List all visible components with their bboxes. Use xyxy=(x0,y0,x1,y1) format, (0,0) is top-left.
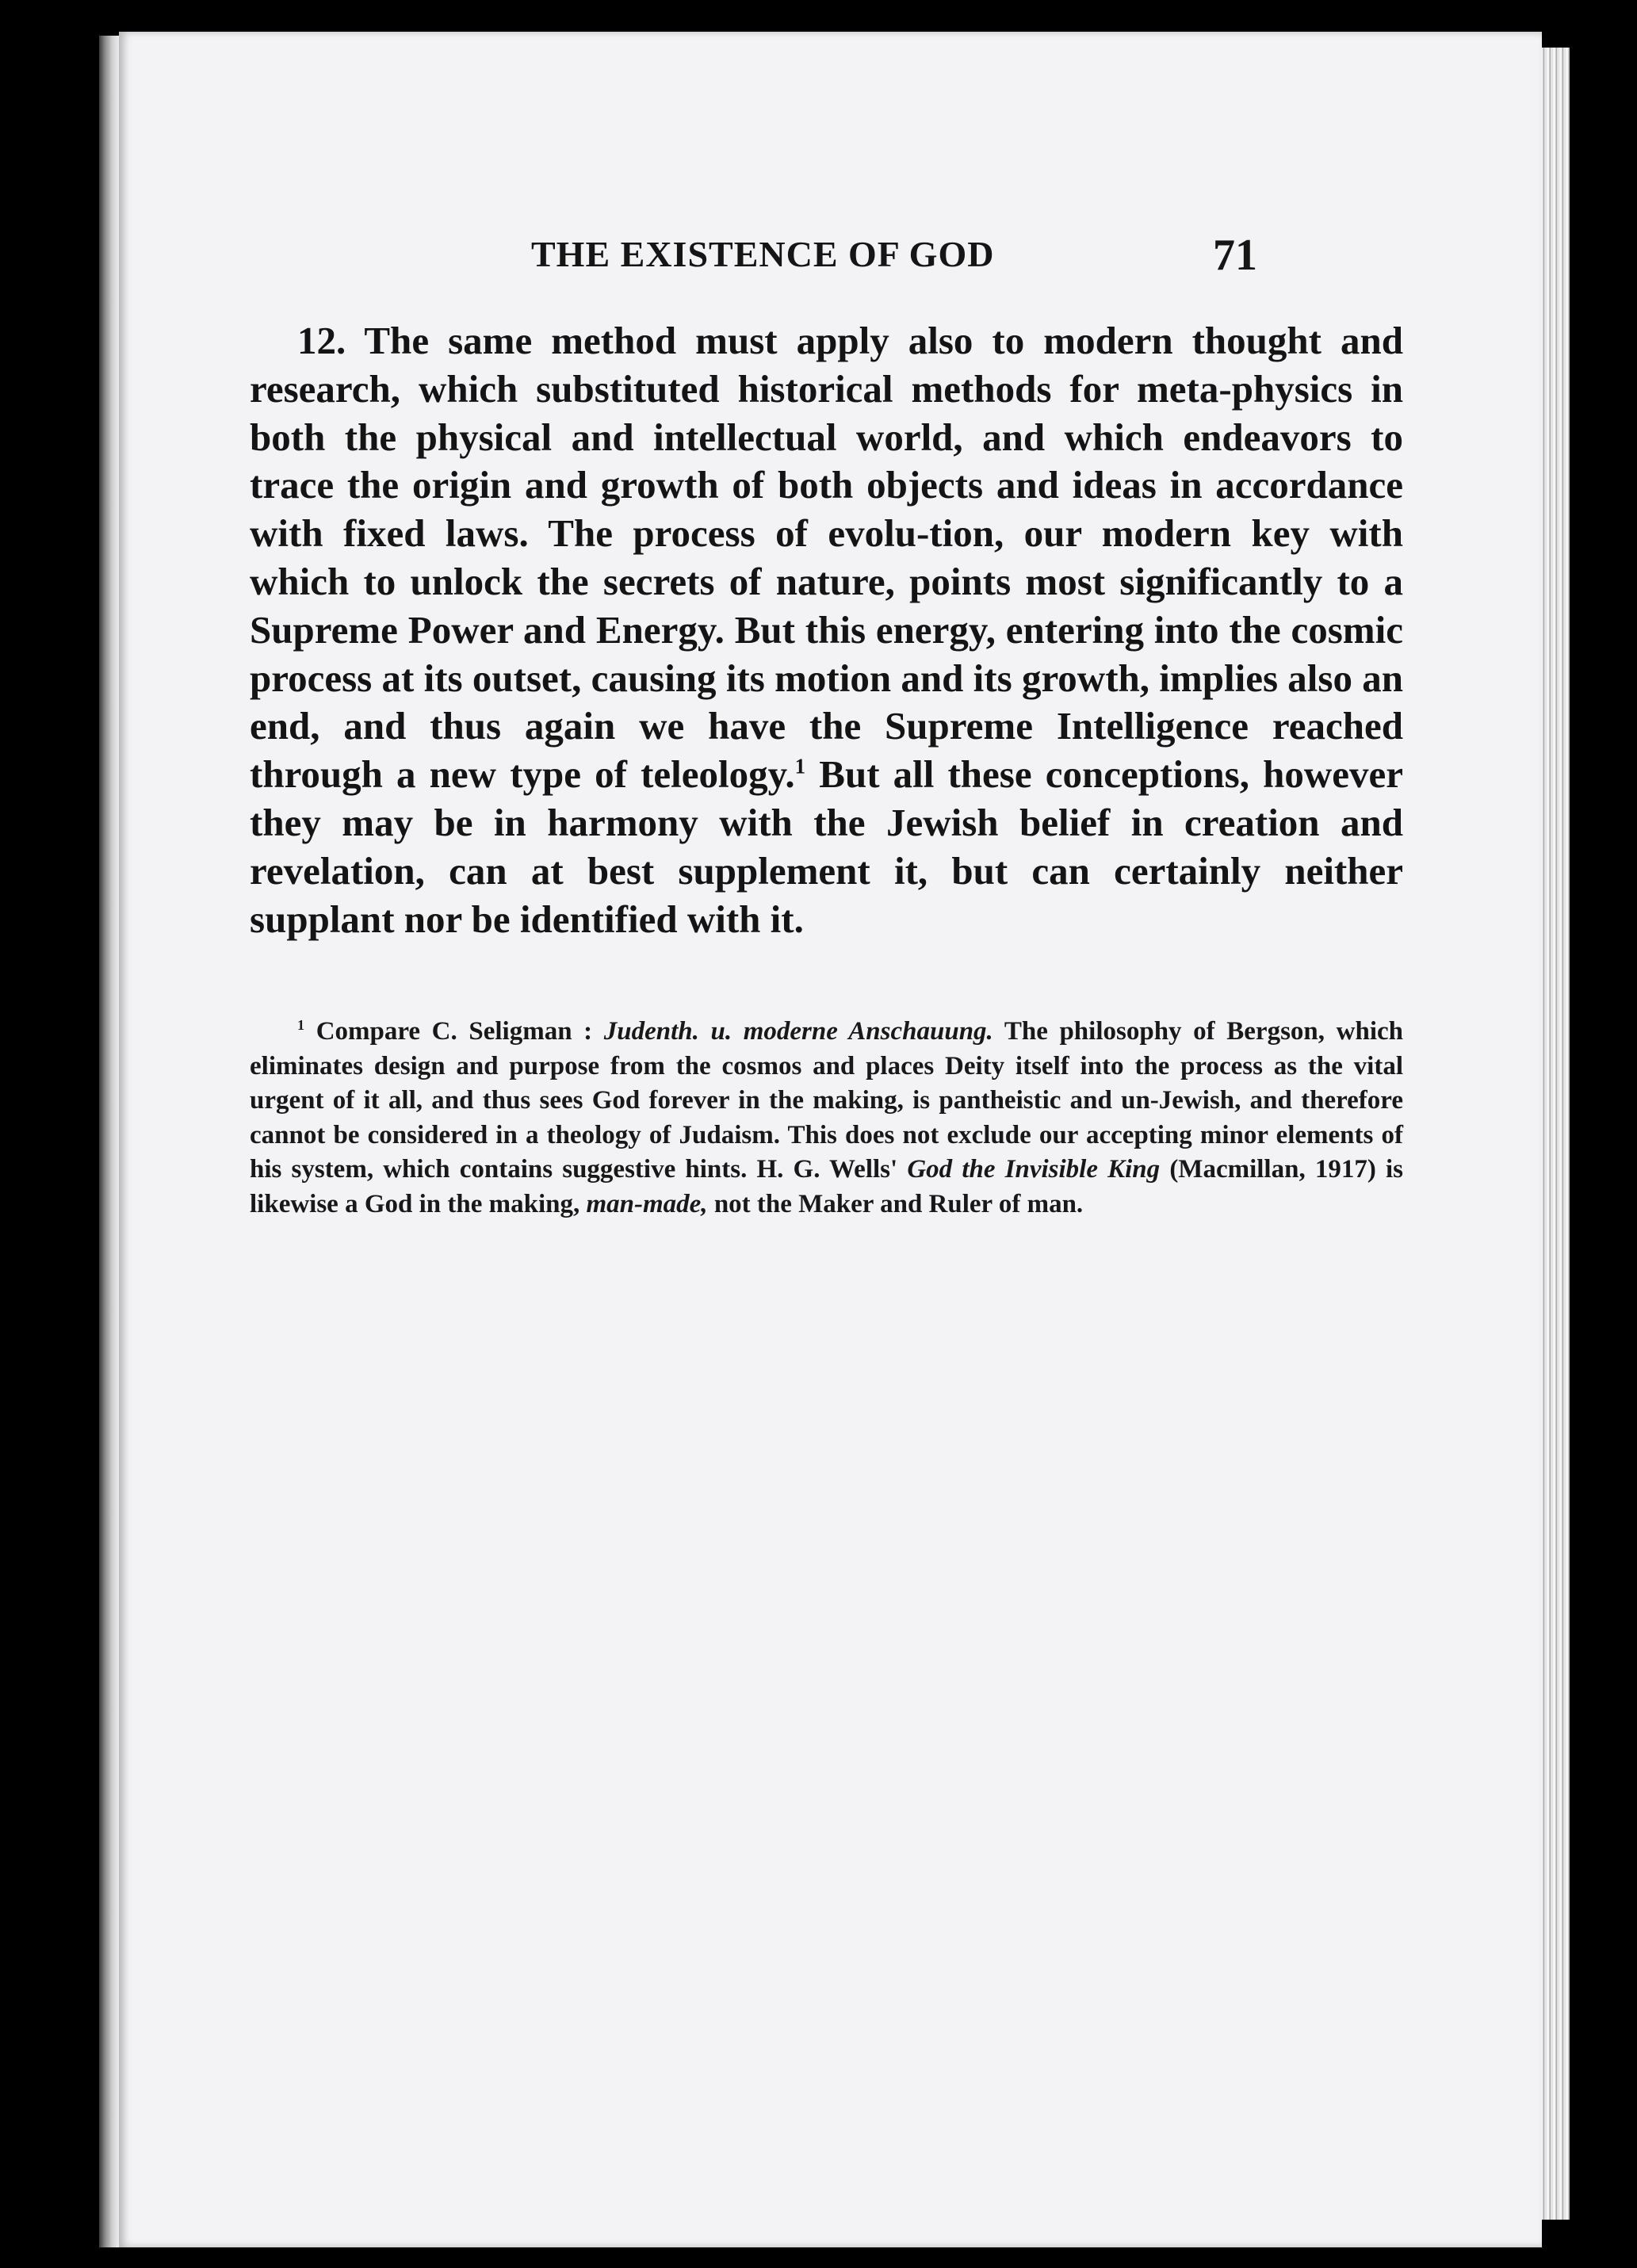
book-page xyxy=(119,32,1542,2247)
footnote-reference: 1 xyxy=(794,754,806,778)
footnote xyxy=(250,1015,1403,1222)
footnote-marker: 1 xyxy=(297,1017,305,1033)
running-title: THE EXISTENCE OF GOD xyxy=(531,234,995,274)
footnote-emphasis: man-made, xyxy=(586,1189,708,1218)
running-head xyxy=(119,216,1542,279)
footnote-text-1: Compare C. Seligman : xyxy=(304,1017,604,1046)
footnote-text-4: not the Maker and Ruler of man. xyxy=(707,1189,1084,1218)
page-number: 71 xyxy=(1213,231,1257,280)
footnote-cited-title-2: God the Invisible King xyxy=(907,1155,1161,1184)
footnote-text-2: The philosophy of Bergson, which eliminates design and purpose from the cosmos and places Deity itself into the process as the vital urgent of it all, and thus sees God forever in the making, is pantheistic and un-Jewish, and therefore cannot be considered in a theology of Judaism. This does not exclude our accepting minor elements of his system, which contains suggestive hints. H. G. Wells' xyxy=(250,1017,1403,1184)
paragraph-text: 12. The same method must apply also to modern thought and research, which substituted historical methods for meta-physics in both the physical and intellectual world, and which endeavors to trace the origin and growth of both objects and ideas in accordance with fixed laws. The process of evolu-tion, our modern key with which to unlock the secrets of nature, points most significantly to a Supreme Power and Energy. But this energy, entering into the cosmic process at its outset, causing its motion and its growth, implies also an end, and thus again we have the Supreme Intelligence reached through a new type of teleology. xyxy=(250,319,1403,797)
body-paragraph xyxy=(250,317,1403,943)
footnote-cited-title-1: Judenth. u. moderne Anschauung. xyxy=(603,1017,993,1046)
footnote-text-3: (Macmillan, 1917) is likewise a God in the making, xyxy=(250,1155,1403,1218)
paragraph-continuation: But all these conceptions, however they may be in harmony with the Jewish belief in creation and revelation, can at best supplement it, but can certainly neither supplant nor be identified with it. xyxy=(250,752,1404,941)
